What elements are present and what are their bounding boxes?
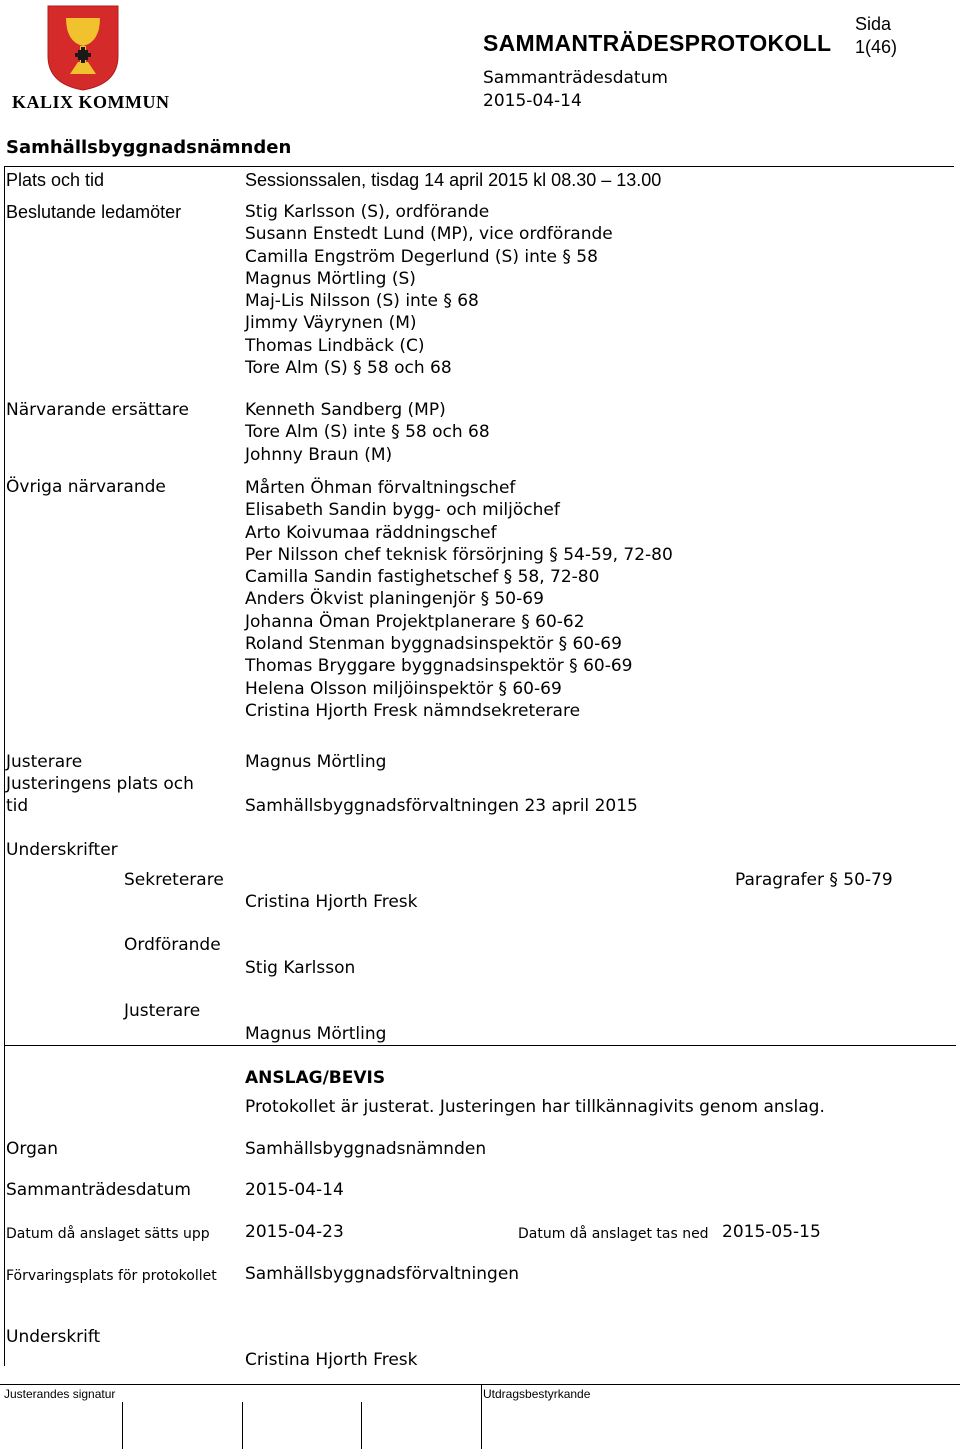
footer-top-line xyxy=(0,1384,960,1385)
sekreterare-name: Cristina Hjorth Fresk xyxy=(245,892,418,912)
list-item: Mårten Öhman förvaltningschef xyxy=(245,478,516,498)
ersattare-label: Närvarande ersättare xyxy=(6,400,189,420)
list-item: Tore Alm (S) § 58 och 68 xyxy=(245,358,452,379)
anslag-ned-value: 2015-05-15 xyxy=(722,1222,821,1242)
forvaring-label: Förvaringsplats för protokollet xyxy=(6,1268,217,1284)
list-item: Johanna Öman Projektplanerare § 60-62 xyxy=(245,611,585,632)
list-item: Thomas Lindbäck (C) xyxy=(245,335,425,356)
kalix-logo xyxy=(8,4,170,114)
ovriga-label: Övriga närvarande xyxy=(6,477,166,497)
justerare-sign-label: Justerare xyxy=(124,1001,201,1021)
document-title: SAMMANTRÄDESPROTOKOLL xyxy=(483,30,832,56)
left-border xyxy=(4,166,5,1366)
anslag-ned-label: Datum då anslaget tas ned xyxy=(518,1226,709,1242)
divider-top xyxy=(4,166,954,167)
plats-value: Sessionssalen, tisdag 14 april 2015 kl 08.30 – 13.00 xyxy=(245,170,662,190)
meeting-date-value: 2015-04-14 xyxy=(483,91,582,111)
logo-text: KALIX KOMMUN xyxy=(12,92,170,112)
footer-left-label: Justerandes signatur xyxy=(4,1387,116,1401)
list-item: Roland Stenman byggnadsinspektör § 60-69 xyxy=(245,634,622,655)
committee-name: Samhällsbyggnadsnämnden xyxy=(6,137,292,158)
footer-divider xyxy=(361,1402,362,1449)
anslag-upp-label: Datum då anslaget sätts upp xyxy=(6,1226,210,1242)
sekreterare-label: Sekreterare xyxy=(124,870,224,890)
footer-divider xyxy=(242,1402,243,1449)
list-item: Thomas Bryggare byggnadsinspektör § 60-69 xyxy=(245,656,633,677)
underskrifter-label: Underskrifter xyxy=(6,840,118,860)
ordforande-label: Ordförande xyxy=(124,935,221,955)
ordforande-name: Stig Karlsson xyxy=(245,958,356,978)
list-item: Kenneth Sandberg (MP) xyxy=(245,400,446,420)
justerare-label: Justerare xyxy=(6,752,83,772)
footer-divider xyxy=(481,1384,482,1449)
list-item: Jimmy Väyrynen (M) xyxy=(245,313,417,334)
beslutande-label: Beslutande ledamöter xyxy=(6,202,182,222)
anslag-title: ANSLAG/BEVIS xyxy=(245,1068,386,1088)
justering-value: Samhällsbyggnadsförvaltningen 23 april 2015 xyxy=(245,796,638,816)
page-label: Sida xyxy=(855,14,892,34)
ovriga-list xyxy=(245,477,673,722)
page-number: 1(46) xyxy=(855,37,898,57)
meeting-date-label: Sammanträdesdatum xyxy=(483,68,668,88)
anslag-text: Protokollet är justerat. Justeringen har tillkännagivits genom anslag. xyxy=(245,1097,825,1117)
list-item: Cristina Hjorth Fresk nämndsekreterare xyxy=(245,700,581,721)
list-item: Camilla Sandin fastighetschef § 58, 72-80 xyxy=(245,567,600,588)
justering-label-2: tid xyxy=(6,796,29,816)
list-item: Elisabeth Sandin bygg- och miljöchef xyxy=(245,500,560,521)
underskrift-label: Underskrift xyxy=(6,1327,101,1347)
forvaring-value: Samhällsbyggnadsförvaltningen xyxy=(245,1264,520,1284)
list-item: Arto Koivumaa räddningschef xyxy=(245,522,497,543)
underskrift-name: Cristina Hjorth Fresk xyxy=(245,1350,418,1370)
justering-label-1: Justeringens plats och xyxy=(6,774,194,794)
list-item: Camilla Engström Degerlund (S) inte § 58 xyxy=(245,246,598,267)
ersattare-list xyxy=(245,399,490,466)
footer-right-label: Utdragsbestyrkande xyxy=(483,1387,591,1401)
paragrafer: Paragrafer § 50-79 xyxy=(735,870,893,890)
list-item: Johnny Braun (M) xyxy=(245,444,393,465)
anslag-datum-value: 2015-04-14 xyxy=(245,1180,344,1200)
organ-value: Samhällsbyggnadsnämnden xyxy=(245,1139,487,1159)
justerare-value: Magnus Mörtling xyxy=(245,752,387,772)
list-item: Helena Olsson miljöinspektör § 60-69 xyxy=(245,678,562,699)
anslag-upp-value: 2015-04-23 xyxy=(245,1222,344,1242)
organ-label: Organ xyxy=(6,1139,59,1159)
list-item: Maj-Lis Nilsson (S) inte § 68 xyxy=(245,291,479,312)
list-item: Per Nilsson chef teknisk försörjning § 54-59, 72-80 xyxy=(245,544,673,565)
divider-anslag xyxy=(4,1045,956,1046)
anslag-datum-label: Sammanträdesdatum xyxy=(6,1180,191,1200)
justerare-sign-name: Magnus Mörtling xyxy=(245,1024,387,1044)
list-item: Anders Ökvist planingenjör § 50-69 xyxy=(245,589,544,610)
list-item: Stig Karlsson (S), ordförande xyxy=(245,202,490,222)
list-item: Tore Alm (S) inte § 58 och 68 xyxy=(245,422,490,443)
footer-divider xyxy=(122,1402,123,1449)
list-item: Susann Enstedt Lund (MP), vice ordförande xyxy=(245,224,613,245)
beslutande-list xyxy=(245,201,613,379)
plats-label: Plats och tid xyxy=(6,170,105,190)
list-item: Magnus Mörtling (S) xyxy=(245,268,416,289)
